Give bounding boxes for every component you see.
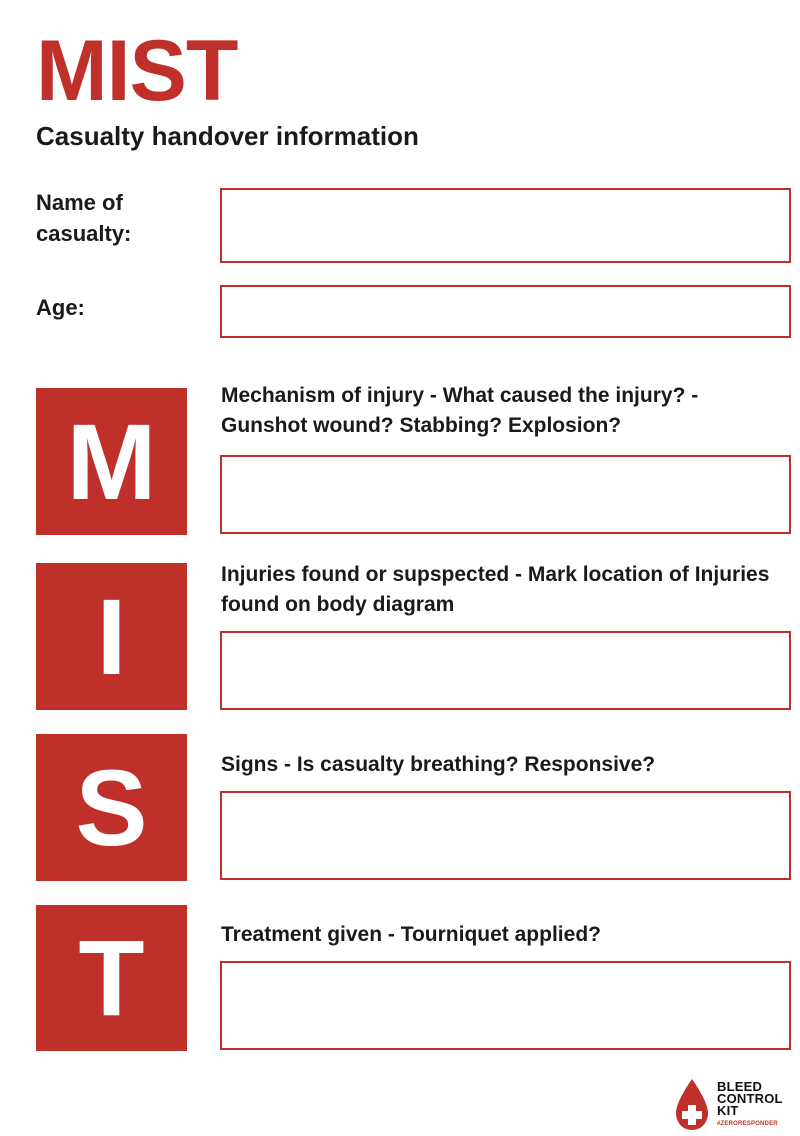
age-label: Age:: [36, 295, 85, 320]
letter-block-s: [36, 734, 187, 881]
injuries-field[interactable]: [220, 631, 791, 710]
logo-text: [717, 1081, 783, 1117]
logo-line-2: CONTROL: [717, 1091, 783, 1106]
letter-block-t: [36, 905, 187, 1051]
blood-drop-cross-icon: [672, 1077, 712, 1133]
letter-m: M: [66, 400, 157, 522]
bleed-control-kit-logo: [672, 1077, 798, 1133]
logo-line-1: BLEED: [717, 1079, 763, 1094]
age-field[interactable]: [220, 285, 791, 338]
signs-field[interactable]: [220, 791, 791, 880]
treatment-field[interactable]: [220, 961, 791, 1050]
letter-t: T: [78, 917, 145, 1038]
page-subtitle: Casualty handover information: [36, 121, 419, 151]
signs-prompt: Signs - Is casualty breathing? Responsive?: [221, 753, 656, 776]
letter-block-m: [36, 388, 187, 535]
mechanism-field[interactable]: [220, 455, 791, 534]
mechanism-prompt: Mechanism of injury - What caused the injury? - Gunshot wound? Stabbing? Explosion?: [221, 384, 699, 438]
letter-s: S: [75, 746, 148, 868]
page-title: MIST: [36, 23, 238, 119]
name-field[interactable]: [220, 188, 791, 263]
logo-tagline: #ZERORESPONDER: [717, 1121, 778, 1127]
treatment-prompt: Treatment given - Tourniquet applied?: [221, 923, 601, 946]
logo-line-3: KIT: [717, 1103, 739, 1118]
name-label: Name of casualty:: [36, 190, 132, 246]
injuries-prompt: Injuries found or supspected - Mark location of Injuries found on body diagram: [221, 563, 770, 617]
letter-i: I: [96, 575, 127, 697]
letter-block-i: [36, 563, 187, 710]
